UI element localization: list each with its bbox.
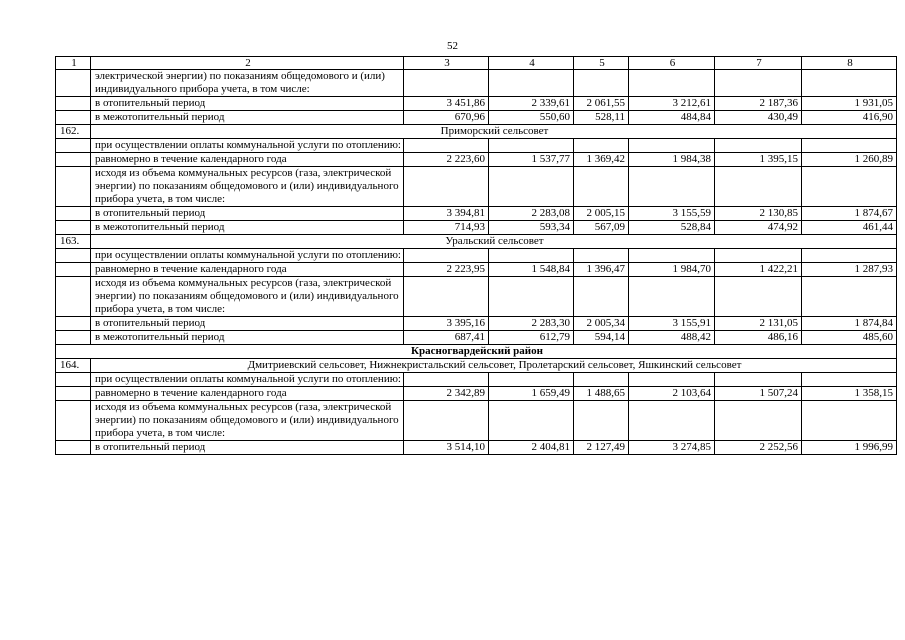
value-cell: 1 488,65 bbox=[574, 387, 629, 401]
value-cell bbox=[629, 373, 715, 387]
value-cell bbox=[802, 70, 897, 97]
value-cell bbox=[574, 249, 629, 263]
row-number-cell bbox=[56, 153, 91, 167]
value-cell: 567,09 bbox=[574, 221, 629, 235]
value-cell bbox=[629, 139, 715, 153]
value-cell: 594,14 bbox=[574, 331, 629, 345]
value-cell bbox=[574, 373, 629, 387]
value-cell: 1 931,05 bbox=[802, 97, 897, 111]
column-number: 8 bbox=[802, 57, 897, 70]
column-number: 1 bbox=[56, 57, 91, 70]
value-cell: 1 874,84 bbox=[802, 317, 897, 331]
table-row bbox=[56, 401, 897, 441]
value-cell: 2 061,55 bbox=[574, 97, 629, 111]
value-cell bbox=[489, 373, 574, 387]
value-cell: 416,90 bbox=[802, 111, 897, 125]
row-number-cell: 164. bbox=[56, 359, 91, 373]
value-cell: 1 507,24 bbox=[715, 387, 802, 401]
value-cell: 2 187,36 bbox=[715, 97, 802, 111]
row-label-cell: равномерно в течение календарного года bbox=[91, 153, 404, 167]
settlement-heading: Дмитриевский сельсовет, Нижнекристальский сельсовет, Пролетарский сельсовет, Яшкинский сельсовет bbox=[91, 359, 897, 373]
value-cell: 2 404,81 bbox=[489, 441, 574, 455]
value-cell bbox=[404, 167, 489, 207]
value-cell: 2 283,08 bbox=[489, 207, 574, 221]
row-label-cell: в отопительный период bbox=[91, 97, 404, 111]
row-number-cell: 162. bbox=[56, 125, 91, 139]
row-label-cell: в межотопительный период bbox=[91, 331, 404, 345]
row-number-cell bbox=[56, 441, 91, 455]
value-cell bbox=[715, 70, 802, 97]
table-row bbox=[56, 441, 897, 455]
value-cell bbox=[574, 139, 629, 153]
value-cell: 488,42 bbox=[629, 331, 715, 345]
row-number-cell bbox=[56, 111, 91, 125]
row-number-cell bbox=[56, 70, 91, 97]
column-number: 4 bbox=[489, 57, 574, 70]
table-row bbox=[56, 331, 897, 345]
value-cell bbox=[489, 249, 574, 263]
value-cell: 1 984,70 bbox=[629, 263, 715, 277]
row-label-cell: электрической энергии) по показаниям общедомового и (или) индивидуального прибора учета, в том числе: bbox=[91, 70, 404, 97]
row-label-cell: в отопительный период bbox=[91, 207, 404, 221]
value-cell: 2 131,05 bbox=[715, 317, 802, 331]
table-row bbox=[56, 317, 897, 331]
value-cell bbox=[629, 70, 715, 97]
settlement-heading: Уральский сельсовет bbox=[91, 235, 897, 249]
row-label-cell: при осуществлении оплаты коммунальной услуги по отоплению: bbox=[91, 249, 404, 263]
table-row bbox=[56, 139, 897, 153]
value-cell: 3 451,86 bbox=[404, 97, 489, 111]
row-label-cell: в отопительный период bbox=[91, 317, 404, 331]
value-cell: 2 339,61 bbox=[489, 97, 574, 111]
value-cell bbox=[489, 277, 574, 317]
value-cell: 484,84 bbox=[629, 111, 715, 125]
value-cell: 2 127,49 bbox=[574, 441, 629, 455]
table-row bbox=[56, 387, 897, 401]
value-cell bbox=[404, 249, 489, 263]
row-label-cell: в отопительный период bbox=[91, 441, 404, 455]
table-row bbox=[56, 359, 897, 373]
value-cell: 430,49 bbox=[715, 111, 802, 125]
row-number-cell bbox=[56, 277, 91, 317]
value-cell: 2 005,34 bbox=[574, 317, 629, 331]
column-number-row bbox=[56, 57, 897, 70]
value-cell: 528,84 bbox=[629, 221, 715, 235]
table-row bbox=[56, 125, 897, 139]
value-cell bbox=[715, 401, 802, 441]
value-cell: 3 155,59 bbox=[629, 207, 715, 221]
value-cell: 1 984,38 bbox=[629, 153, 715, 167]
value-cell bbox=[802, 401, 897, 441]
value-cell: 474,92 bbox=[715, 221, 802, 235]
value-cell: 528,11 bbox=[574, 111, 629, 125]
value-cell: 1 422,21 bbox=[715, 263, 802, 277]
table-row bbox=[56, 207, 897, 221]
value-cell bbox=[802, 373, 897, 387]
tariff-table bbox=[55, 56, 897, 455]
value-cell: 3 212,61 bbox=[629, 97, 715, 111]
value-cell: 3 395,16 bbox=[404, 317, 489, 331]
value-cell: 612,79 bbox=[489, 331, 574, 345]
value-cell: 1 396,47 bbox=[574, 263, 629, 277]
value-cell bbox=[802, 277, 897, 317]
value-cell: 485,60 bbox=[802, 331, 897, 345]
value-cell: 2 130,85 bbox=[715, 207, 802, 221]
value-cell: 593,34 bbox=[489, 221, 574, 235]
value-cell: 1 874,67 bbox=[802, 207, 897, 221]
value-cell bbox=[715, 139, 802, 153]
value-cell: 1 537,77 bbox=[489, 153, 574, 167]
value-cell bbox=[802, 249, 897, 263]
table-row bbox=[56, 111, 897, 125]
value-cell bbox=[404, 70, 489, 97]
value-cell bbox=[802, 139, 897, 153]
row-number-cell bbox=[56, 401, 91, 441]
value-cell: 1 287,93 bbox=[802, 263, 897, 277]
row-number-cell bbox=[56, 263, 91, 277]
table-row bbox=[56, 70, 897, 97]
value-cell: 2 005,15 bbox=[574, 207, 629, 221]
column-number: 2 bbox=[91, 57, 404, 70]
value-cell bbox=[629, 249, 715, 263]
value-cell bbox=[715, 277, 802, 317]
column-number: 7 bbox=[715, 57, 802, 70]
row-label-cell: исходя из объема коммунальных ресурсов (газа, электрической энергии) по показаниям общедомового и (или) индивидуального прибора учета, в том числе: bbox=[91, 277, 404, 317]
row-number-cell bbox=[56, 249, 91, 263]
value-cell: 3 514,10 bbox=[404, 441, 489, 455]
settlement-heading: Приморский сельсовет bbox=[91, 125, 897, 139]
table-row bbox=[56, 249, 897, 263]
row-number-cell bbox=[56, 373, 91, 387]
value-cell: 670,96 bbox=[404, 111, 489, 125]
value-cell: 2 223,95 bbox=[404, 263, 489, 277]
value-cell bbox=[574, 277, 629, 317]
value-cell: 1 548,84 bbox=[489, 263, 574, 277]
row-label-cell: исходя из объема коммунальных ресурсов (газа, электрической энергии) по показаниям общедомового и (или) индивидуального прибора учета, в том числе: bbox=[91, 167, 404, 207]
value-cell bbox=[489, 139, 574, 153]
table-row bbox=[56, 221, 897, 235]
value-cell bbox=[489, 401, 574, 441]
column-number: 6 bbox=[629, 57, 715, 70]
value-cell bbox=[489, 167, 574, 207]
column-number: 3 bbox=[404, 57, 489, 70]
value-cell bbox=[404, 373, 489, 387]
row-label-cell: исходя из объема коммунальных ресурсов (газа, электрической энергии) по показаниям общедомового и (или) индивидуального прибора учета, в том числе: bbox=[91, 401, 404, 441]
value-cell: 3 155,91 bbox=[629, 317, 715, 331]
value-cell bbox=[404, 401, 489, 441]
table-row bbox=[56, 153, 897, 167]
value-cell: 550,60 bbox=[489, 111, 574, 125]
table-row bbox=[56, 277, 897, 317]
value-cell bbox=[629, 401, 715, 441]
value-cell bbox=[715, 373, 802, 387]
row-number-cell bbox=[56, 139, 91, 153]
row-label-cell: при осуществлении оплаты коммунальной услуги по отоплению: bbox=[91, 373, 404, 387]
value-cell bbox=[404, 139, 489, 153]
row-label-cell: в межотопительный период bbox=[91, 221, 404, 235]
value-cell: 1 358,15 bbox=[802, 387, 897, 401]
value-cell bbox=[629, 277, 715, 317]
row-number-cell: 163. bbox=[56, 235, 91, 249]
row-number-cell bbox=[56, 167, 91, 207]
row-number-cell bbox=[56, 207, 91, 221]
value-cell bbox=[574, 401, 629, 441]
row-label-cell: при осуществлении оплаты коммунальной услуги по отоплению: bbox=[91, 139, 404, 153]
column-number: 5 bbox=[574, 57, 629, 70]
value-cell: 2 223,60 bbox=[404, 153, 489, 167]
table-row bbox=[56, 167, 897, 207]
row-label-cell: равномерно в течение календарного года bbox=[91, 263, 404, 277]
value-cell: 3 274,85 bbox=[629, 441, 715, 455]
value-cell bbox=[574, 167, 629, 207]
row-label-cell: равномерно в течение календарного года bbox=[91, 387, 404, 401]
value-cell bbox=[802, 167, 897, 207]
value-cell: 2 283,30 bbox=[489, 317, 574, 331]
table-row bbox=[56, 97, 897, 111]
region-heading: Красногвардейский район bbox=[56, 345, 897, 359]
row-number-cell bbox=[56, 221, 91, 235]
value-cell: 714,93 bbox=[404, 221, 489, 235]
value-cell: 1 395,15 bbox=[715, 153, 802, 167]
value-cell bbox=[715, 167, 802, 207]
value-cell: 2 252,56 bbox=[715, 441, 802, 455]
value-cell bbox=[629, 167, 715, 207]
value-cell bbox=[574, 70, 629, 97]
value-cell: 1 260,89 bbox=[802, 153, 897, 167]
row-number-cell bbox=[56, 387, 91, 401]
value-cell: 3 394,81 bbox=[404, 207, 489, 221]
table-body bbox=[56, 70, 897, 455]
row-number-cell bbox=[56, 97, 91, 111]
value-cell: 461,44 bbox=[802, 221, 897, 235]
value-cell bbox=[404, 277, 489, 317]
value-cell: 2 342,89 bbox=[404, 387, 489, 401]
value-cell bbox=[489, 70, 574, 97]
page-number: 52 bbox=[447, 40, 458, 52]
value-cell: 1 996,99 bbox=[802, 441, 897, 455]
value-cell: 2 103,64 bbox=[629, 387, 715, 401]
table-row bbox=[56, 235, 897, 249]
value-cell: 486,16 bbox=[715, 331, 802, 345]
value-cell bbox=[715, 249, 802, 263]
row-number-cell bbox=[56, 317, 91, 331]
value-cell: 1 369,42 bbox=[574, 153, 629, 167]
table-row bbox=[56, 263, 897, 277]
table-row bbox=[56, 345, 897, 359]
row-number-cell bbox=[56, 331, 91, 345]
value-cell: 1 659,49 bbox=[489, 387, 574, 401]
table-row bbox=[56, 373, 897, 387]
row-label-cell: в межотопительный период bbox=[91, 111, 404, 125]
value-cell: 687,41 bbox=[404, 331, 489, 345]
